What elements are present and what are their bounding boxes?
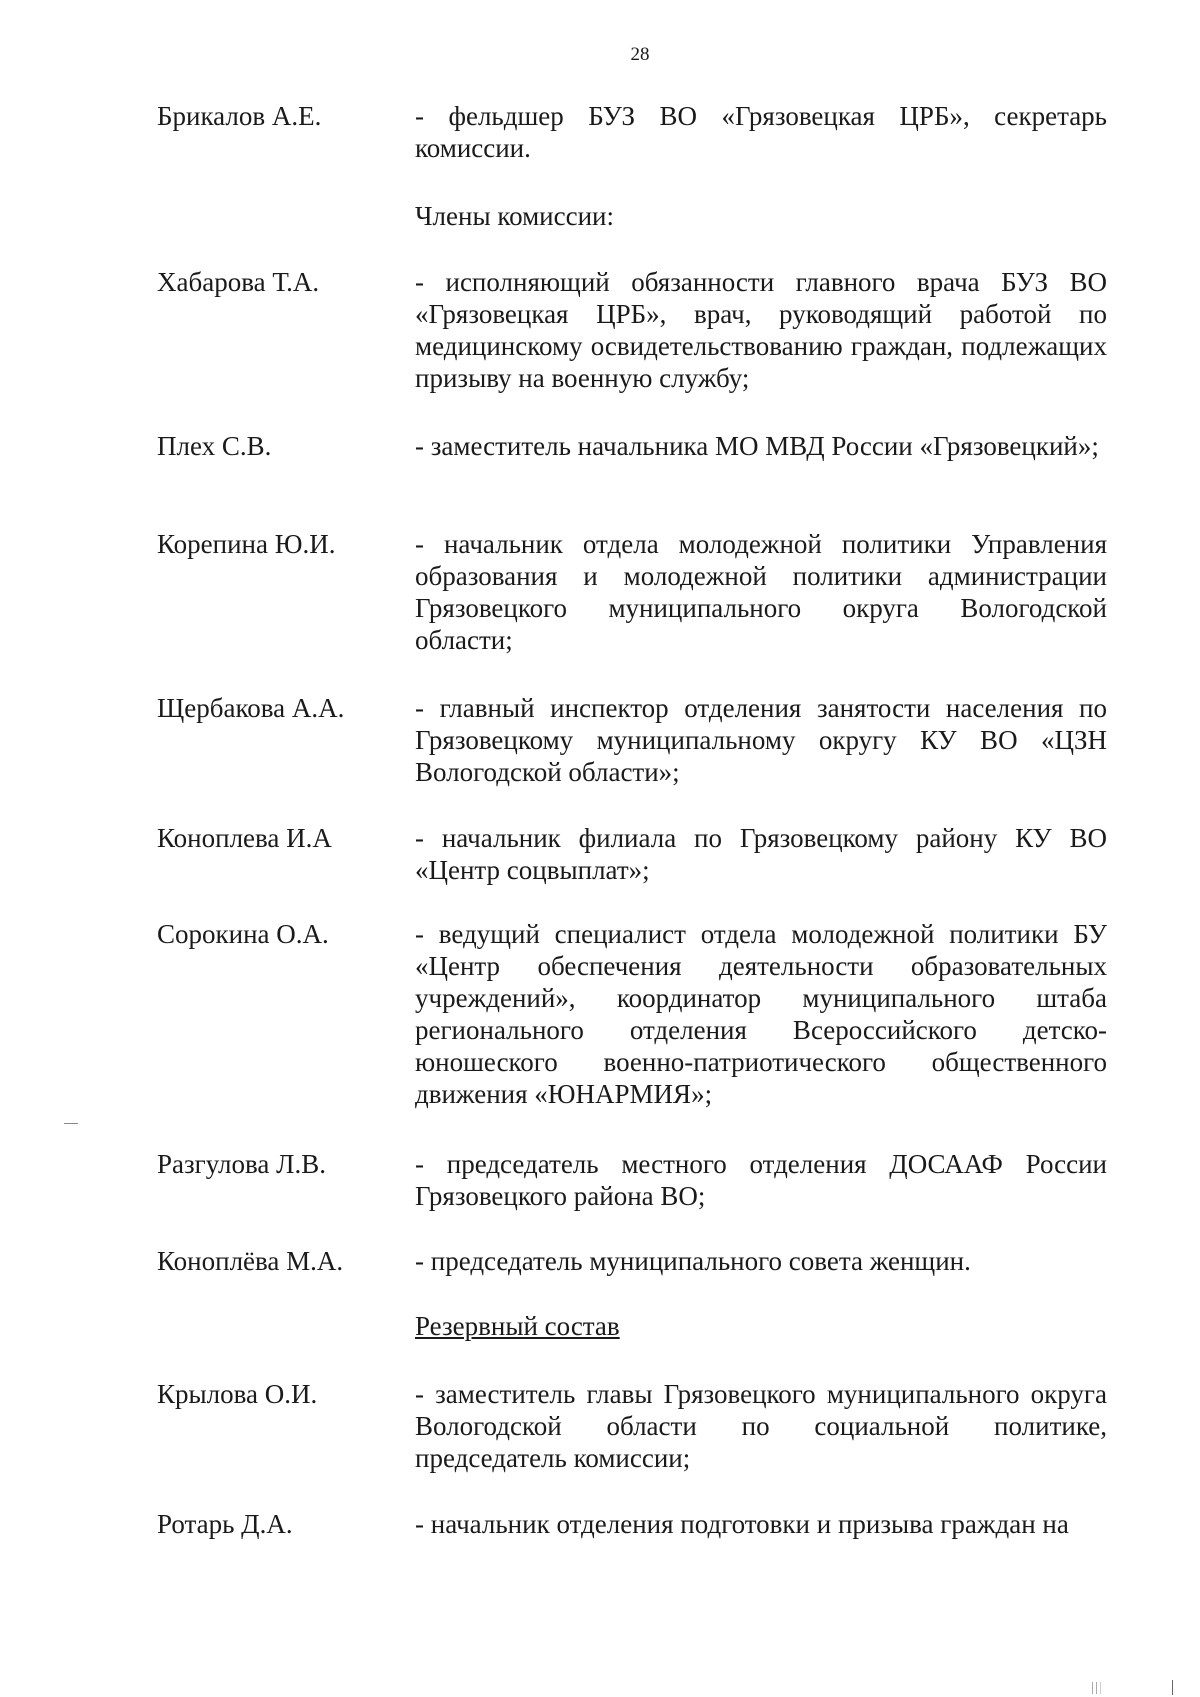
scan-mark — [1100, 1682, 1101, 1694]
person-name: Сорокина О.А. — [157, 919, 329, 949]
page-number: 28 — [630, 44, 650, 65]
person-position: - начальник отдела молодежной политики Управления образования и молодежной политики администрации Грязовецкого муниципального округа Вологодской области; — [415, 529, 1107, 655]
person-position: - начальник отделения подготовки и призыва граждан на — [415, 1509, 1069, 1539]
person-position: - главный инспектор отделения занятости населения по Грязовецкому муниципальному округу КУ ВО «ЦЗН Вологодской области»; — [415, 693, 1107, 787]
members-heading: Члены комиссии: — [415, 201, 614, 231]
scan-mark — [1092, 1682, 1093, 1694]
person-name: Корепина Ю.И. — [157, 529, 336, 559]
person-position: - заместитель начальника МО МВД России «Грязовецкий»; — [415, 431, 1099, 461]
person-name: Хабарова Т.А. — [157, 267, 320, 297]
person-name: Плех С.В. — [157, 431, 272, 461]
person-position: - ведущий специалист отдела молодежной политики БУ «Центр обеспечения деятельности образовательных учреждений», координатор муниципального штаба регионального отделения Всероссийского детско-юношеского военно-патриотического общественного движения «ЮНАРМИЯ»; — [415, 919, 1107, 1109]
person-name: Брикалов А.Е. — [157, 101, 322, 131]
person-name: Ротарь Д.А. — [157, 1509, 293, 1539]
person-position: - начальник филиала по Грязовецкому району КУ ВО «Центр соцвыплат»; — [415, 823, 1107, 885]
person-position: - исполняющий обязанности главного врача БУЗ ВО «Грязовецкая ЦРБ», врач, руководящий работой по медицинскому освидетельствованию граждан, подлежащих призыву на военную службу; — [415, 267, 1107, 393]
scan-mark — [1096, 1682, 1097, 1694]
person-position: - председатель муниципального совета женщин. — [415, 1246, 971, 1276]
person-position: - председатель местного отделения ДОСААФ России Грязовецкого района ВО; — [415, 1149, 1107, 1211]
reserve-heading: Резервный состав — [415, 1311, 620, 1341]
person-position: - фельдшер БУЗ ВО «Грязовецкая ЦРБ», секретарь комиссии. — [415, 101, 1107, 163]
person-name: Крылова О.И. — [157, 1379, 318, 1409]
scan-mark — [64, 1123, 78, 1124]
person-name: Разгулова Л.В. — [157, 1149, 326, 1179]
person-name: Коноплева И.А — [157, 823, 332, 853]
person-name: Щербакова А.А. — [157, 693, 345, 723]
scan-mark — [1172, 1680, 1173, 1695]
person-position: - заместитель главы Грязовецкого муниципального округа Вологодской области по социальной политике, председатель комиссии; — [415, 1379, 1107, 1473]
person-name: Коноплёва М.А. — [157, 1246, 344, 1276]
